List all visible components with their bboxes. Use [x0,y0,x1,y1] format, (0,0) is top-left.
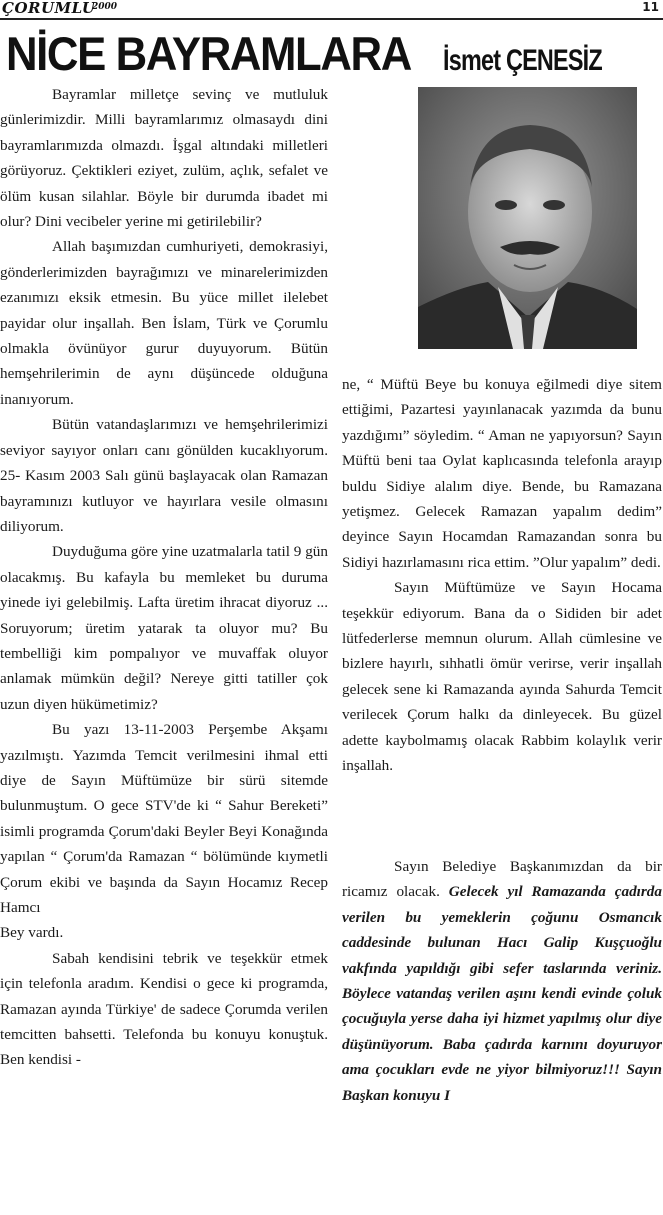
right-column-lower [342,854,662,1184]
paragraph [342,854,662,1108]
paragraph-lead: Sayın Belediye Başkanımızdan da bir ricamız olacak. [342,858,662,901]
left-column [0,82,328,1212]
paragraph: Duyduğuma göre yine uzatmalarla tatil 9 gün olacakmış. Bu kafayla bu memleket bu duruma yinede iyi gelebilmiş. Lafta üretim ihracat diyoruz ... Soruyorum; üretim yatarak ta oluyor mu? Bu tembelliği kim pompalıyor ve muvaffak oluyor anlamak mümkün değil? Nereye gitti tatiller çok uzun diyen hükümetimiz? [0,543,328,713]
masthead [0,0,663,20]
paragraph: Bey vardı. [0,924,64,942]
newspaper-name: ÇORUMLU [2,0,96,17]
portrait-photo-icon [418,87,637,349]
newspaper-year: 2000 [92,2,118,12]
paragraph: Bütün vatandaşlarımızı ve hemşehrilerimizi seviyor sayıyor onları canı gönülden kucaklıyorum. 25- Kasım 2003 Salı günü başlayacak olan Ramazan bayramınızı kutluyor ve hayırlara vesile olmasını diliyorum. [0,416,328,535]
headline [6,24,441,84]
paragraph: Allah başımızdan cumhuriyeti, demokrasiyi, gönderlerimizden bayrağımızı ve minarelerimizden ezanımızı eksik etmesin. Bu yüce millet ilelebet payidar olur inşallah. Ben İslam, Türk ve Çorumlu olmakla övünüyor gurur duyuyorum. Bütün hemşehrilerimin de aynı düşüncede olduğuna inanıyorum. [0,238,328,408]
paragraph: Sayın Müftümüze ve Sayın Hocama teşekkür ediyorum. Bana da o Sididen bir adet lütfederlerse memnun olurum. Allah cümlesine ve bizlere hayırlı, sıhhatli ömür verirse, verir inşallah gelecek sene ki Ramazanda ayında Sahurda Temcit verilecek Çorum halkı da dinleyecek. Bu güzel adette kaybolmamış olacak Rabbim kolaylık verir inşallah. [342,579,662,775]
paragraph: Sabah kendisini tebrik ve teşekkür etmek için telefonla aradım. Kendisi o gece ki programda, Ramazan ayında Türkiye' de sadece Çorumda verilen temcitten bahsetti. Telefonda bu konuyu konuştuk. Ben kendisi - [0,949,328,1069]
article-author: İsmet ÇENESİZ [443,44,602,77]
paragraph-emphasis: Gelecek yıl Ramazanda çadırda verilen bu yemeklerin çoğunu Osmancık caddesinde bulunan Hacı Galip Kuşçuoğlu vakfında yapıldığı gibi sefer taslarında veriniz. Böylece vatandaş verilen aşını kendi evinde çoluk çocuğuyla yerse daha iyi hizmet yapılmış olur diye düşünüyorum. Baba çadırda karnını doyuruyor ama çocukları evde ne yiyor bilmiyoruz!!! Sayın Başkan konuyu I [342,883,662,1104]
paragraph: Bayramlar milletçe sevinç ve mutluluk günlerimizdir. Milli bayramlarımız olmasaydı dini bayramlarımızda olmazdı. İşgal altındaki milletleri görüyoruz. Çektikleri eziyet, zulüm, açlık, sefalet ve ölüm kusan silahlar. Böyle bir durumda ibadet mi olur? Dini vecibeler yerine mi getirilebilir? [0,86,328,231]
paragraph: ne, “ Müftü Beye bu konuya eğilmedi diye sitem ettiğimi, Pazartesi yayınlanacak yazımda da bunu yazdığımı” söyledim. “ Aman ne yapıyorsun? Sayın Müftü beni taa Oylat kaplıcasında telefonla arayıp buldu Sidiye alalım diye. Bende, bu Ramazana yetişmez. Gelecek Ramazan yapalım dedim” deyince Sayın Hocamdan Ramazandan sonra bu Sidiyi hazırlamasını rica ettim. ”Olur yapalım” dedi. [342,376,662,571]
paragraph: Bu yazı 13-11-2003 Perşembe Akşamı yazılmıştı. Yazımda Temcit verilmesini ihmal etti diye de Sayın Müftümüze bir sürü sitemde bulunmuştum. O gece STV'de ki “ Sahur Bereketi” isimli programda Çorum'daki Beyler Beyi Konağında yapılan “ Çorum'da Ramazan “ bölümünde kıymetli Çorum ekibi ve başında da Sayın Hocamız Recep Hamcı [0,721,328,916]
article-title: NİCE BAYRAMLARA [6,27,411,80]
right-column [342,372,662,792]
page-number: 11 [642,0,659,14]
